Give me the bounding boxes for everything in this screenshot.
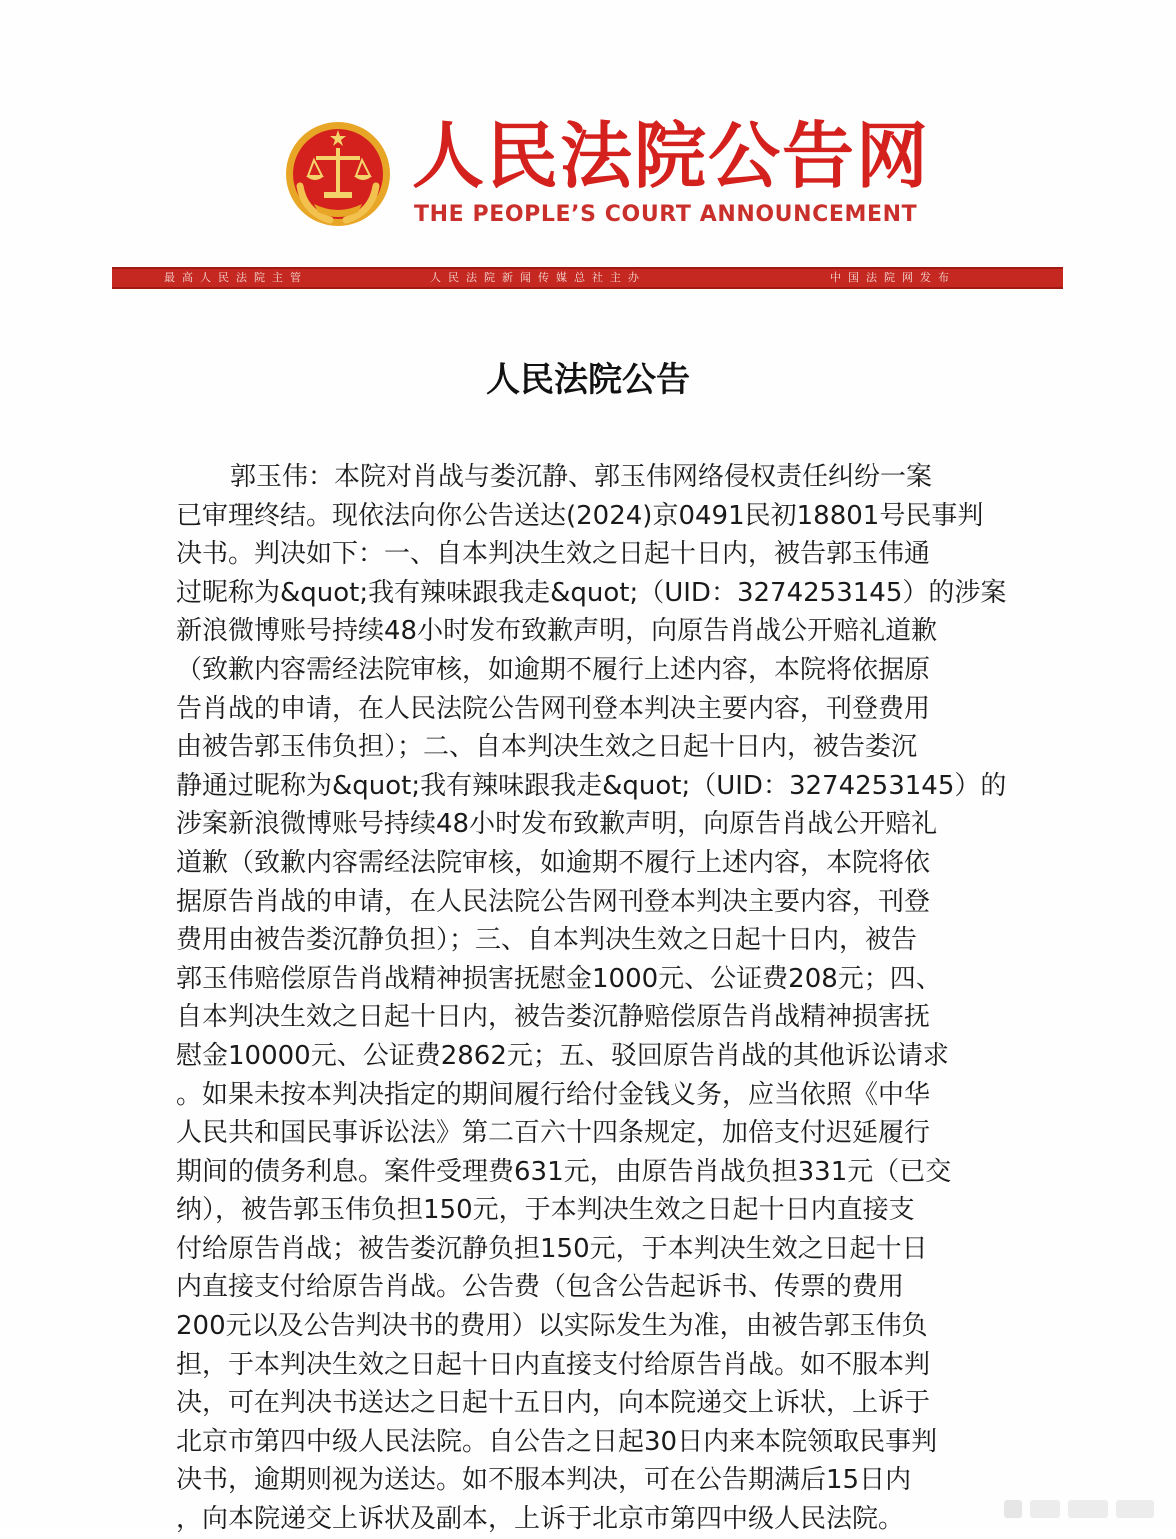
- notice-line: 期间的债务利息。案件受理费631元，由原告肖战负担331元（已交: [176, 1156, 952, 1187]
- notice-line: 新浪微博账号持续48小时发布致歉声明，向原告肖战公开赔礼道歉: [176, 616, 938, 647]
- notice-line: （致歉内容需经法院审核，如逾期不履行上述内容，本院将依据原: [176, 654, 931, 685]
- notice-line: 北京市第四中级人民法院。自公告之日起30日内来本院领取民事判: [176, 1426, 938, 1457]
- notice-line: 决书。判决如下：一、自本判决生效之日起十日内，被告郭玉伟通: [176, 539, 931, 570]
- notice-line: 静通过昵称为&quot;我有辣味跟我走&quot;（UID：3274253145）的: [176, 770, 1006, 801]
- notice-line: 郭玉伟赔偿原告肖战精神损害抚慰金1000元、公证费208元；四、: [176, 963, 942, 994]
- notice-line: 决，可在判决书送达之日起十五日内，向本院递交上诉状，上诉于: [176, 1388, 931, 1419]
- notice-line: 郭玉伟：本院对肖战与娄沉静、郭玉伟网络侵权责任纠纷一案: [230, 462, 933, 492]
- notice-line: 道歉（致歉内容需经法院审核，如逾期不履行上述内容，本院将依: [176, 847, 931, 878]
- notice-line: 已审理终结。现依法向你公告送达(2024)京0491民初18801号民事判: [176, 500, 984, 531]
- banner-sponsor: 人民法院新闻传媒总社主办: [430, 271, 646, 284]
- notice-body: [176, 458, 1006, 1539]
- notice-line: 涉案新浪微博账号持续48小时发布致歉声明，向原告肖战公开赔礼: [176, 809, 938, 840]
- notice-line: 据原告肖战的申请，在人民法院公告网刊登本判决主要内容，刊登: [176, 886, 931, 917]
- watermark-icon: [1000, 1494, 1160, 1522]
- notice-line: 由被告郭玉伟负担）；二、自本判决生效之日起十日内，被告娄沉: [176, 732, 918, 763]
- notice-line: 决书，逾期则视为送达。如不服本判决，可在公告期满后15日内: [176, 1465, 912, 1496]
- site-name-english: THE PEOPLE’S COURT ANNOUNCEMENT: [414, 202, 918, 227]
- notice-line: 内直接支付给原告肖战。公告费（包含公告起诉书、传票的费用: [176, 1272, 905, 1303]
- notice-line: 过昵称为&quot;我有辣味跟我走&quot;（UID：3274253145）的涉案: [176, 577, 1006, 608]
- notice-line: 慰金10000元、公证费2862元；五、驳回原告肖战的其他诉讼请求: [176, 1040, 949, 1071]
- notice-line: 。如果未按本判决指定的期间履行给付金钱义务，应当依照《中华: [176, 1079, 931, 1110]
- masthead-banner: [112, 267, 1063, 289]
- court-emblem-icon: [284, 120, 392, 228]
- notice-line: ，向本院递交上诉状及副本，上诉于北京市第四中级人民法院。: [176, 1504, 905, 1535]
- notice-line: 自本判决生效之日起十日内，被告娄沉静赔偿原告肖战精神损害抚: [176, 1002, 931, 1033]
- notice-title: 人民法院公告: [486, 360, 690, 400]
- banner-publisher: 中国法院网发布: [830, 271, 956, 284]
- notice-line: 纳），被告郭玉伟负担150元，于本判决生效之日起十日内直接支: [176, 1195, 915, 1226]
- notice-line: 200元以及公告判决书的费用）以实际发生为准，由被告郭玉伟负: [176, 1311, 928, 1342]
- notice-line: 费用由被告娄沉静负担）；三、自本判决生效之日起十日内，被告: [176, 925, 918, 956]
- notice-line: 人民共和国民事诉讼法》第二百六十四条规定，加倍支付迟延履行: [176, 1118, 931, 1149]
- site-name: 人民法院公告网: [412, 114, 931, 198]
- notice-line: 付给原告肖战；被告娄沉静负担150元，于本判决生效之日起十日: [176, 1233, 928, 1264]
- notice-line: 担，于本判决生效之日起十日内直接支付给原告肖战。如不服本判: [176, 1349, 931, 1380]
- banner-supervisor: 最高人民法院主管: [164, 271, 308, 284]
- notice-line: 告肖战的申请，在人民法院公告网刊登本判决主要内容，刊登费用: [176, 693, 931, 724]
